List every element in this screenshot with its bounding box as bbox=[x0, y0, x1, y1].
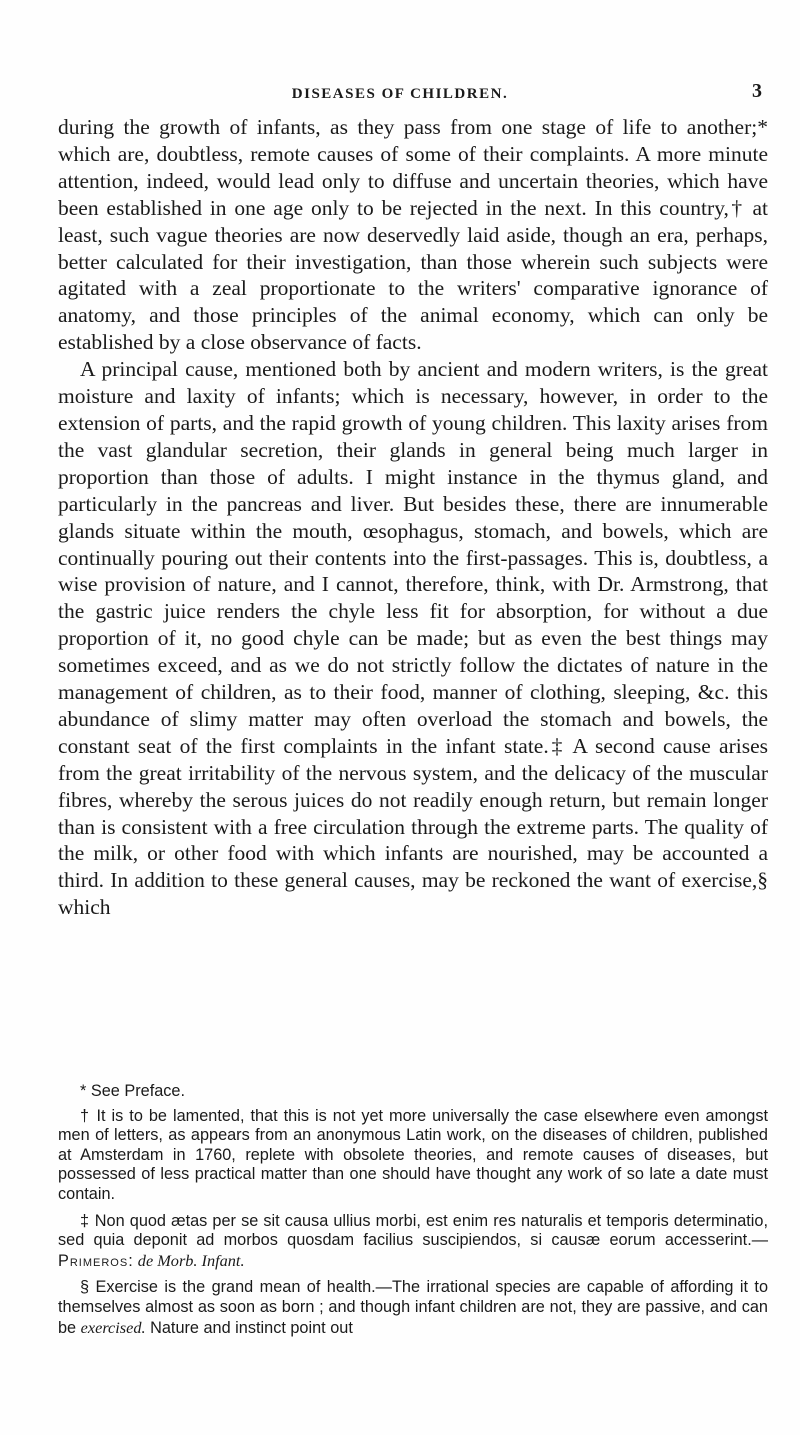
page-number: 3 bbox=[752, 80, 762, 102]
footnote-source: de Morb. Infant. bbox=[133, 1250, 245, 1270]
footnote-text: ‡ Non quod ætas per se sit causa ullius morbi, est enim res naturalis et temporis determinatio, sed quia deponit ad morbos quosdam facilius suscipiendos, si causæ eorum accesserint.— bbox=[58, 1211, 768, 1250]
footnote-dagger: † It is to be lamented, that this is not yet more universally the case elsewhere even amongst men of letters, as appears from an anonymous Latin work, on the diseases of children, published at Amsterdam in 1760, replete with obsolete theories, and remote causes of diseases, but possessed of less practical matter than one should have thought any work of so late a date must contain. bbox=[58, 1106, 768, 1203]
footnote-star: * See Preface. bbox=[80, 1082, 185, 1100]
footnote-emphasis: exercised. bbox=[80, 1317, 146, 1337]
footnote-section bbox=[58, 1278, 768, 1338]
footnote-text: § Exercise is the grand mean of health.—The irrational species are capable of affording it to themselves almost as soon as born ; and though infant children are not, they are passive, and can be bbox=[58, 1278, 768, 1337]
footnote-author: Primeros: bbox=[58, 1251, 134, 1270]
main-text bbox=[58, 114, 768, 921]
footnote-double-dagger bbox=[58, 1212, 768, 1272]
footnote-text-tail: Nature and instinct point out bbox=[145, 1318, 353, 1337]
paragraph: A principal cause, mentioned both by ancient and modern writers, is the great moisture and laxity of infants; which is necessary, however, in order to the extension of parts, and the rapid growth of young children. This laxity arises from the vast glandular secretion, their glands in general being much larger in proportion than those of adults. I might instance in the thymus gland, and particularly in the pancreas and liver. But besides these, there are innumerable glands situate within the mouth, œsophagus, stomach, and bowels, which are continually pouring out their contents into the first-passages. This is, doubtless, a wise provision of nature, and I cannot, therefore, think, with Dr. Armstrong, that the gastric juice renders the chyle less fit for absorption, for without a due proportion of it, no good chyle can be made; but as even the best things may sometimes exceed, and as we do not strictly follow the dictates of nature in the management of children, as to their food, manner of clothing, sleeping, &c. this abundance of slimy matter may often overload the stomach and bowels, the constant seat of the first complaints in the infant state.‡ A second cause arises from the great irritability of the nervous system, and the delicacy of the muscular fibres, whereby the serous juices do not readily enough return, but remain longer than is consistent with a free circulation through the extreme parts. The quality of the milk, or other food with which infants are nourished, may be accounted a third. In addition to these general causes, may be reckoned the want of exercise,§ which bbox=[58, 357, 768, 920]
running-title: DISEASES OF CHILDREN. bbox=[291, 86, 509, 102]
paragraph: during the growth of infants, as they pass from one stage of life to another;* which are, doubtless, remote causes of some of their complaints. A more minute attention, indeed, would lead only to diffuse and uncertain theories, which have been established in one age only to be rejected in the next. In this country,† at least, such vague theories are now deservedly laid aside, though an era, perhaps, better calculated for their investigation, than those wherein such subjects were agitated with a zeal proportionate to the writers' comparative ignorance of anatomy, and those principles of the animal economy, which can only be established by a close observance of facts. bbox=[58, 115, 768, 355]
footnotes bbox=[58, 1082, 768, 1345]
